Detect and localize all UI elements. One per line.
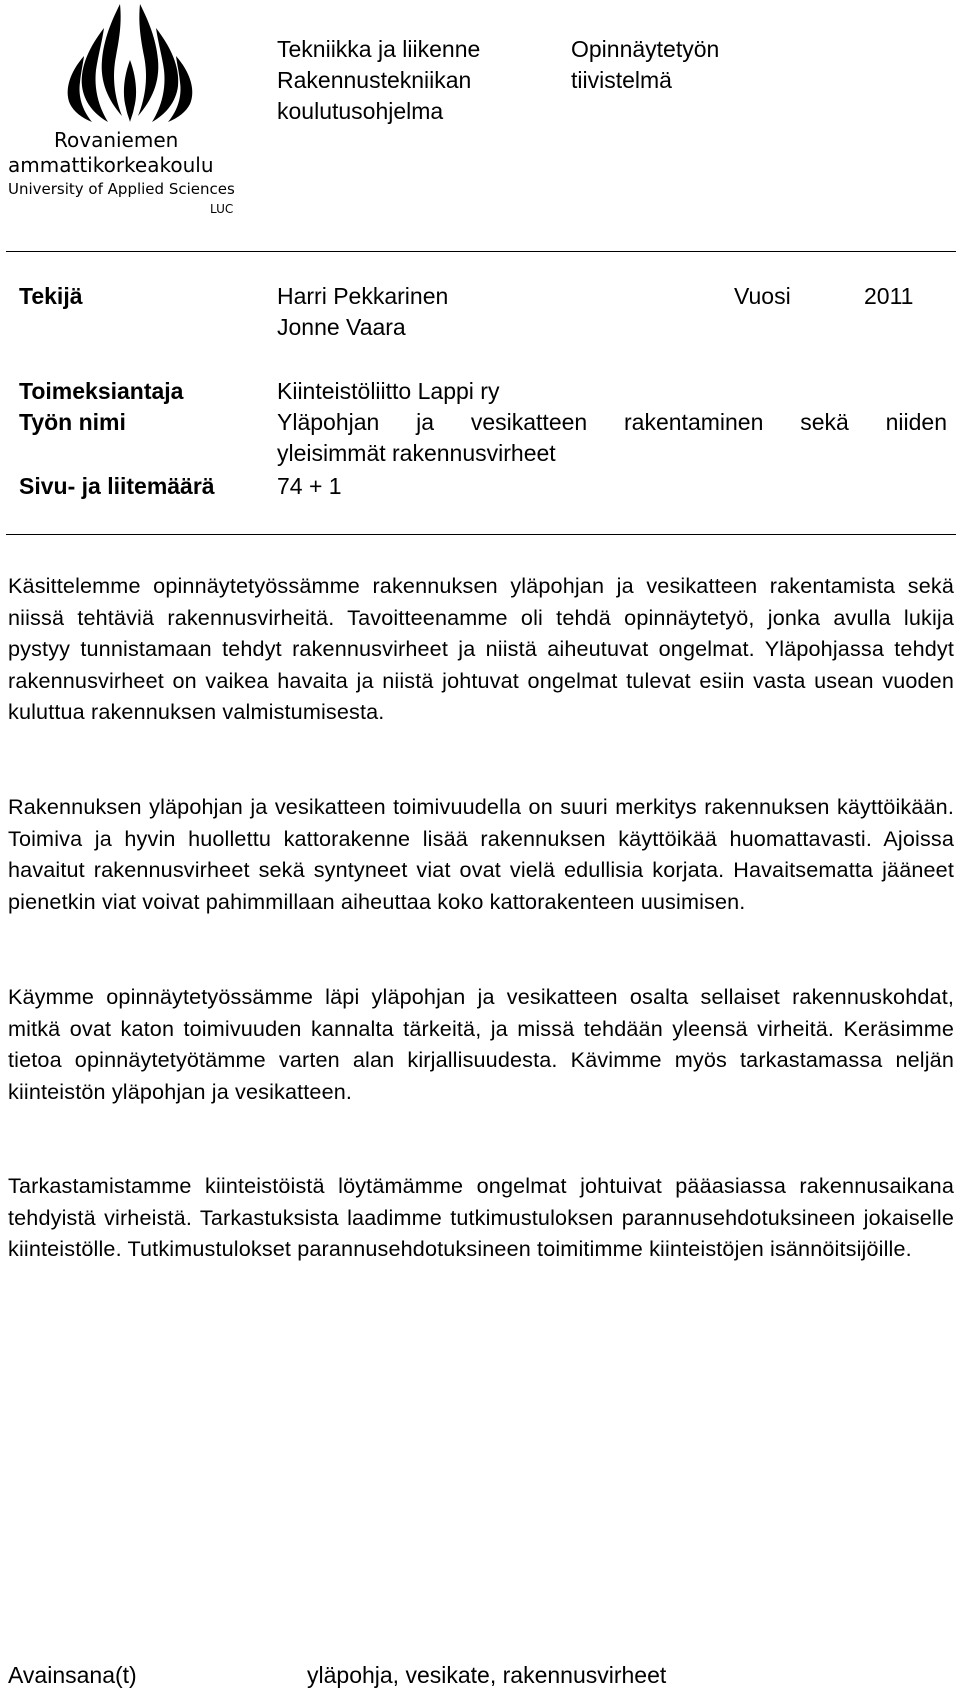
header-divider (6, 251, 956, 252)
logo-text-line4: LUC (210, 202, 234, 216)
thesis-title-label: Työn nimi (19, 409, 126, 435)
info-divider (6, 534, 956, 535)
keywords-value: yläpohja, vesikate, rakennusvirheet (307, 1662, 667, 1688)
university-logo (8, 0, 248, 232)
logo-text-line3: University of Applied Sciences (8, 180, 235, 198)
thesis-title-line1: Yläpohjan ja vesikatteen rakentaminen sekä niiden (277, 409, 947, 435)
author-2: Jonne Vaara (277, 314, 406, 340)
page-count-label: Sivu- ja liitemäärä (19, 473, 215, 499)
commissioner-value: Kiinteistöliitto Lappi ry (277, 378, 500, 404)
keywords-label: Avainsana(t) (8, 1662, 137, 1688)
page-count-value: 74 + 1 (277, 473, 342, 499)
doc-type-line1: Opinnäytetyön (571, 36, 720, 62)
abstract-paragraph-1: Käsittelemme opinnäytetyössämme rakennuksen yläpohjan ja vesikatteen rakentamista sekä niissä tehtäviä rakennusvirheitä. Tavoitteenamme oli tehdä opinnäytetyö, jonka avulla lukija pystyy tunnistamaan tehdyt rakennusvirheet ja niistä aiheutuvat ongelmat. Yläpohjassa tehdyt rakennusvirheet on vaikea havaita ja niistä johtuvat ongelmat tulevat esiin vasta usean vuoden kuluttua rakennuksen valmistumisesta. (8, 573, 954, 724)
faculty-line1: Tekniikka ja liikenne (277, 36, 481, 62)
logo-text-line2: ammattikorkeakoulu (8, 153, 214, 177)
faculty-line2: Rakennustekniikan (277, 67, 472, 93)
year-value: 2011 (864, 283, 914, 309)
abstract-paragraph-4: Tarkastamistamme kiinteistöistä löytämämme ongelmat johtuivat pääasiassa rakennusaikana tehdyistä virheistä. Tarkastuksista laadimme tutkimustuloksen parannusehdotuksineen jokaiselle kiinteistölle. Tutkimustulokset parannusehdotuksineen toimitimme kiinteistöjen isännöitsijöille. (8, 1173, 954, 1261)
author-1: Harri Pekkarinen (277, 283, 449, 309)
author-label: Tekijä (19, 283, 83, 309)
thesis-title-line2: yleisimmät rakennusvirheet (277, 440, 556, 466)
logo-text-line1: Rovaniemen (54, 128, 179, 152)
abstract-paragraph-3: Käymme opinnäytetyössämme läpi yläpohjan ja vesikatteen osalta sellaiset rakennuskohdat, mitkä ovat katon toimivuuden kannalta tärkeitä, ja missä tehdään yleensä virheitä. Keräsimme tietoa opinnäytetyötämme varten alan kirjallisuudesta. Kävimme myös tarkastamassa neljän kiinteistön yläpohjan ja vesikatteen. (8, 984, 954, 1104)
flame-emblem-icon (8, 0, 248, 126)
faculty-line3: koulutusohjelma (277, 98, 444, 124)
abstract-paragraph-2: Rakennuksen yläpohjan ja vesikatteen toimivuudella on suuri merkitys rakennuksen käyttöikään. Toimiva ja hyvin huollettu kattorakenne lisää rakennuksen käyttöikää huomattavasti. Ajoissa havaitut rakennusvirheet sekä syntyneet viat ovat vielä edullisia korjata. Havaitsematta jääneet pienetkin viat voivat pahimmillaan aiheuttaa koko kattorakenteen uusimisen. (8, 794, 954, 914)
commissioner-label: Toimeksiantaja (19, 378, 184, 404)
year-label: Vuosi (734, 283, 791, 309)
doc-type-line2: tiivistelmä (571, 67, 672, 93)
